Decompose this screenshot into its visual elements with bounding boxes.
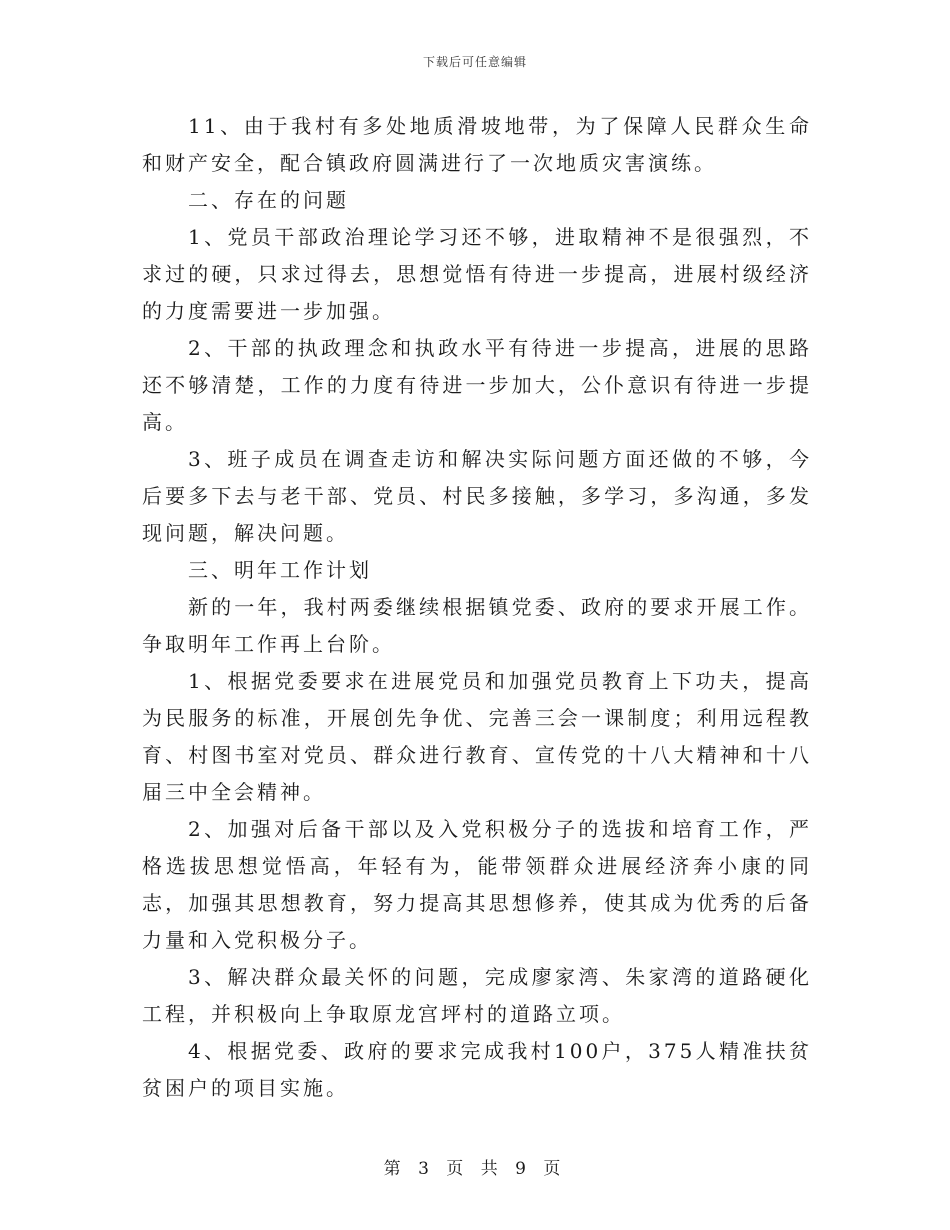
document-body (142, 108, 812, 1107)
paragraph-plan-2: 2、加强对后备干部以及入党积极分子的选拔和培育工作，严格选拔思想觉悟高，年轻有为，能带领群众进展经济奔小康的同志，加强其思想教育，努力提高其思想修养，使其成为优秀的后备力量和入党积极分子。 (142, 817, 812, 952)
section-heading-problems: 二、存在的问题 (188, 188, 349, 212)
paragraph-plan-1: 1、根据党委要求在进展党员和加强党员教育上下功夫，提高为民服务的标准，开展创先争优、完善三会一课制度；利用远程教育、村图书室对党员、群众进行教育、宣传党的十八大精神和十八届三中全会精神。 (142, 669, 812, 804)
page-header: 下载后可任意编辑 (422, 55, 527, 69)
paragraph-plan-3: 3、解决群众最关怀的问题，完成廖家湾、朱家湾的道路硬化工程，并积极向上争取原龙宫坪村的道路立项。 (142, 965, 812, 1026)
paragraph-problem-2: 2、干部的执政理念和执政水平有待进一步提高，进展的思路还不够清楚，工作的力度有待进一步加大，公仆意识有待进一步提高。 (142, 336, 812, 434)
section-heading-plan: 三、明年工作计划 (188, 558, 372, 582)
paragraph-plan-4: 4、根据党委、政府的要求完成我村100户，375人精准扶贫贫困户的项目实施。 (142, 1039, 812, 1100)
paragraph-problem-3: 3、班子成员在调查走访和解决实际问题方面还做的不够，今后要多下去与老干部、党员、村民多接触，多学习，多沟通，多发现问题，解决问题。 (142, 447, 812, 545)
page-number-footer: 第 3 页 共 9 页 (383, 1159, 567, 1179)
paragraph-item-11: 11、由于我村有多处地质滑坡地带，为了保障人民群众生命和财产安全，配合镇政府圆满进行了一次地质灾害演练。 (142, 114, 812, 175)
paragraph-problem-1: 1、党员干部政治理论学习还不够，进取精神不是很强烈，不求过的硬，只求过得去，思想觉悟有待进一步提高，进展村级经济的力度需要进一步加强。 (142, 225, 812, 323)
paragraph-plan-intro: 新的一年，我村两委继续根据镇党委、政府的要求开展工作。争取明年工作再上台阶。 (142, 595, 812, 656)
